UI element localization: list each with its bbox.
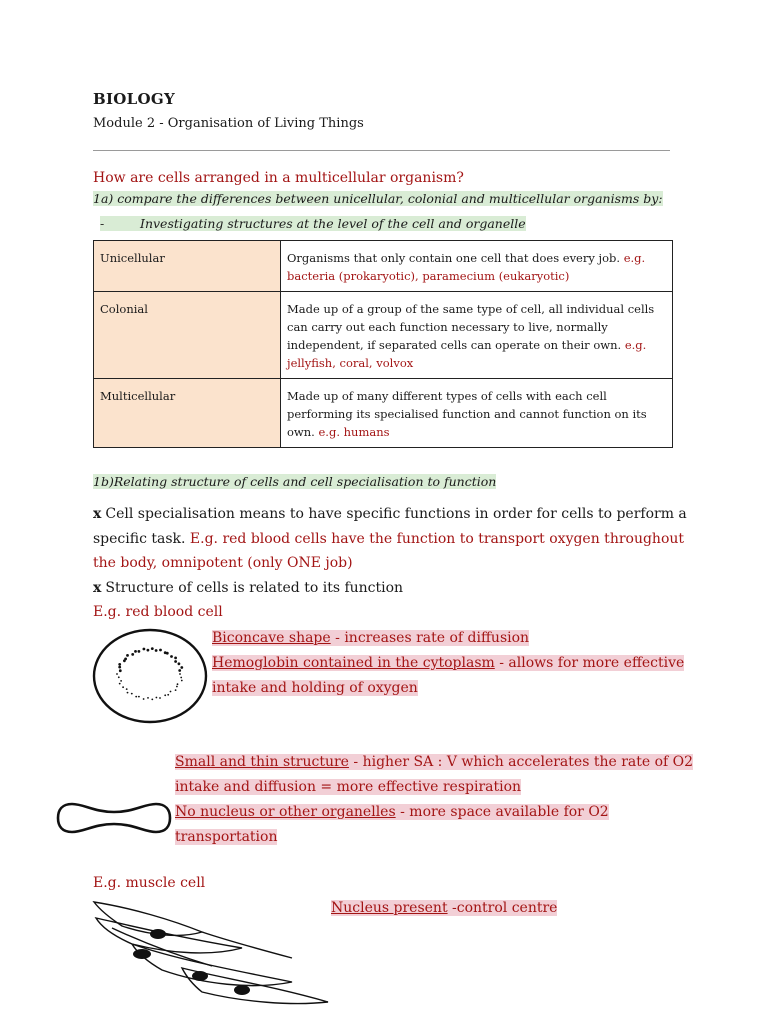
stipple-dot: [143, 648, 146, 651]
muscle-label: E.g. muscle cell: [93, 875, 206, 891]
stipple-dot: [178, 669, 181, 672]
objective-1b-text: 1b)Relating structure of cells and cell specialisation to function: [93, 474, 497, 489]
stipple-dot: [174, 660, 177, 663]
objective-1a-text: 1a) compare the differences between unicellular, colonial and multicellular organisms by:: [93, 191, 663, 206]
stipple-dot: [180, 666, 183, 669]
red-blood-cell-side-drawing: [54, 800, 174, 836]
muscle-cell-drawing: [92, 898, 332, 1008]
stipple-dot: [167, 694, 169, 696]
stipple-dot: [119, 669, 122, 672]
stipple-dot: [131, 653, 134, 656]
table-desc: Made up of many different types of cells with each cell performing its specialised function and cannot function on its own. e.g. humans: [281, 379, 673, 448]
note-line: intake and holding of oxygen: [212, 680, 418, 696]
stipple-dot: [127, 692, 129, 694]
stipple-dot: [126, 688, 128, 690]
note-line: Small and thin structure - higher SA : V which accelerates the rate of O2: [175, 754, 694, 770]
stipple-dot: [131, 693, 133, 695]
stipple-dot: [118, 666, 121, 669]
stipple-dot: [118, 663, 121, 666]
stipple-dot: [170, 655, 173, 658]
stipple-dot: [120, 680, 122, 682]
stipple-dot: [177, 683, 179, 685]
page-title: BIOLOGY: [93, 90, 175, 108]
point-example: E.g. red blood cells have the function to transport oxygen throughout the body, omnipotent (only ONE job): [93, 530, 685, 571]
stipple-dot: [143, 698, 145, 700]
table-term: Colonial: [94, 292, 281, 379]
rbc-notes: [212, 626, 684, 701]
stipple-dot: [159, 649, 162, 652]
stipple-dot: [174, 657, 177, 660]
table-row: [94, 379, 673, 448]
stipple-dot: [170, 691, 172, 693]
stipple-dot: [151, 699, 153, 701]
note-line: transportation: [175, 829, 278, 845]
stipple-dot: [151, 647, 154, 650]
stipple-dot: [179, 673, 181, 675]
x-mark: x: [93, 580, 102, 596]
stipple-dot: [124, 658, 127, 661]
stipple-dot: [126, 654, 129, 657]
rbc-label: E.g. red blood cell: [93, 604, 223, 620]
stipple-dot: [116, 673, 118, 675]
note-line: intake and diffusion = more effective respiration: [175, 779, 522, 795]
note-line: No nucleus or other organelles - more space available for O2: [175, 804, 609, 820]
divider: [93, 150, 670, 151]
stipple-dot: [147, 697, 149, 699]
stipple-dot: [138, 650, 141, 653]
side-view-notes: [175, 750, 693, 850]
stipple-dot: [178, 662, 181, 665]
stipple-dot: [156, 697, 158, 699]
table-term: Multicellular: [94, 379, 281, 448]
stipple-dot: [166, 652, 169, 655]
stipple-dot: [134, 650, 137, 653]
table-example: e.g. bacteria (prokaryotic), paramecium (eukaryotic): [287, 251, 646, 283]
stipple-dot: [118, 676, 120, 678]
table-example: e.g. humans: [318, 425, 390, 439]
point-specialisation: x Cell specialisation means to have specific functions in order for cells to perform a specific task. E.g. red blood cells have the function to transport oxygen throughout the body, omnipotent (only ONE job): [93, 506, 687, 571]
table-desc: Made up of a group of the same type of cell, all individual cells can carry out each function necessary to live, normally independent, if separated cells can operate on their own. e.g. jellyfish, coral, volvox: [281, 292, 673, 379]
stipple-dot: [159, 697, 161, 699]
x-mark: x: [93, 506, 102, 522]
stipple-dot: [176, 686, 178, 688]
note-term: Hemoglobin contained in the cytoplasm: [212, 655, 495, 671]
note-term: No nucleus or other organelles: [175, 804, 396, 820]
bullet-text: Investigating structures at the level of the cell and organelle: [140, 216, 526, 231]
stipple-dot: [147, 649, 150, 652]
table-row: [94, 292, 673, 379]
stipple-dot: [175, 689, 177, 691]
note-term: Biconcave shape: [212, 630, 331, 646]
stipple-dot: [155, 649, 158, 652]
stipple-dot: [119, 683, 121, 685]
note-term: Nucleus present: [331, 900, 448, 916]
objective-1a: [93, 191, 663, 206]
stipple-dot: [180, 677, 182, 679]
section-question: How are cells arranged in a multicellular organism?: [93, 170, 464, 186]
table-example: e.g. jellyfish, coral, volvox: [287, 338, 647, 370]
bullet-item: [100, 216, 526, 231]
note-line: Biconcave shape - increases rate of diffusion: [212, 630, 530, 646]
table-term: Unicellular: [94, 241, 281, 292]
stipple-dot: [164, 694, 166, 696]
bullet-dash: -: [100, 216, 105, 231]
nucleus-note: Nucleus present -control centre: [331, 900, 558, 916]
objective-1b: [93, 474, 496, 489]
table-desc: Organisms that only contain one cell that does every job. e.g. bacteria (prokaryotic), paramecium (eukaryotic): [281, 241, 673, 292]
stipple-dot: [135, 696, 137, 698]
module-subtitle: Module 2 - Organisation of Living Things: [93, 116, 364, 131]
stipple-dot: [138, 696, 140, 698]
stipple-dot: [181, 680, 183, 682]
red-blood-cell-top-drawing: [90, 626, 210, 728]
organism-comparison-table: [93, 240, 673, 448]
point-structure: x Structure of cells is related to its function: [93, 580, 404, 596]
note-term: Small and thin structure: [175, 754, 349, 770]
table-row: [94, 241, 673, 292]
note-line: Hemoglobin contained in the cytoplasm - allows for more effective: [212, 655, 685, 671]
stipple-dot: [122, 686, 124, 688]
